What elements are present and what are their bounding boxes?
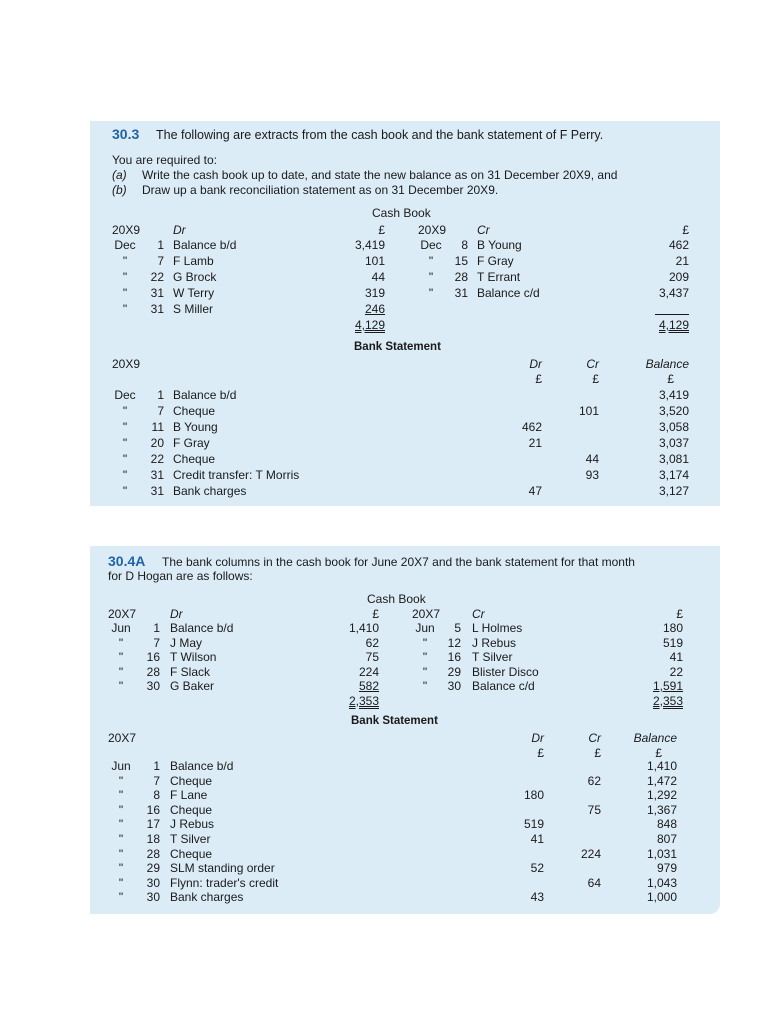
cash-book-dr-pound: £ bbox=[372, 607, 379, 621]
bank-row-dr: 47 bbox=[528, 484, 542, 498]
bank-row-month: " bbox=[118, 788, 124, 803]
bank-row-desc: Cheque bbox=[170, 846, 213, 861]
cash-book-dr-day: 28 bbox=[146, 664, 160, 679]
cash-book-cr-amount: 519 bbox=[662, 635, 683, 650]
cash-book-year-dr: 20X7 bbox=[108, 607, 137, 621]
cash-book-dr-desc: G Brock bbox=[173, 270, 217, 284]
cash-book-dr-amount: 3,419 bbox=[354, 238, 385, 252]
bank-row-dr: 52 bbox=[530, 861, 544, 876]
cash-book-dr-desc: Balance b/d bbox=[173, 238, 237, 252]
cash-book-dr-month: " bbox=[122, 302, 128, 316]
cash-book-cr-amount: 180 bbox=[662, 621, 683, 635]
bank-row-month: Dec bbox=[114, 388, 136, 402]
cash-book-dr-amount: 1,410 bbox=[348, 621, 379, 635]
bank-row-balance: 3,419 bbox=[658, 388, 689, 402]
bank-statement-title: Bank Statement bbox=[354, 341, 441, 353]
bank-statement-year: 20X7 bbox=[108, 731, 137, 745]
cash-book-cr-amount: 41 bbox=[669, 650, 683, 664]
exercise-intro-line1: The bank columns in the cash book for June 20X7 and the bank statement for that month bbox=[162, 555, 635, 569]
cash-book-cr-heading: Cr bbox=[477, 223, 490, 237]
bank-cr-pound: £ bbox=[592, 372, 599, 386]
bank-row-cr: 44 bbox=[585, 452, 599, 466]
bank-row-dr: 462 bbox=[521, 420, 542, 434]
task-b-label: (b) bbox=[112, 183, 127, 197]
cash-book-dr-desc: F Slack bbox=[170, 664, 211, 679]
bank-row-month: " bbox=[118, 773, 124, 788]
cash-book-dr-month: " bbox=[118, 664, 124, 679]
bank-balance-heading: Balance bbox=[633, 731, 677, 745]
bank-dr-pound: £ bbox=[535, 372, 542, 386]
bank-row-balance: 3,058 bbox=[658, 420, 689, 434]
bank-row-day: 31 bbox=[150, 484, 164, 498]
bank-row-balance: 1,000 bbox=[646, 890, 677, 905]
cash-book-dr-desc: G Baker bbox=[170, 679, 215, 693]
cash-book-cr-amount: 3,437 bbox=[658, 286, 689, 300]
bank-row-desc: F Lane bbox=[170, 788, 208, 803]
cash-book-cr-amount: 462 bbox=[668, 238, 689, 252]
bank-row-balance: 807 bbox=[656, 832, 677, 846]
cash-book-cr-month: " bbox=[422, 650, 428, 664]
cash-book-dr-amount: 224 bbox=[358, 664, 379, 679]
cash-book-cr-day: 8 bbox=[461, 238, 468, 252]
cash-book-cr-month: " bbox=[428, 270, 434, 284]
bank-row-dr: 180 bbox=[523, 788, 544, 803]
bank-row-month: " bbox=[118, 890, 124, 905]
cash-book-dr-desc: T Wilson bbox=[170, 650, 217, 664]
cash-book-cr-month: Dec bbox=[420, 238, 442, 252]
bank-cr-heading: Cr bbox=[586, 357, 599, 371]
exercise-30-3-panel bbox=[90, 121, 720, 506]
bank-row-balance: 979 bbox=[656, 861, 677, 876]
required-heading: You are required to: bbox=[112, 153, 217, 167]
cash-book-dr-month: " bbox=[122, 286, 128, 300]
cash-book-cr-day: 31 bbox=[454, 286, 468, 300]
cash-book-cr-month: " bbox=[422, 664, 428, 679]
bank-row-balance: 3,174 bbox=[658, 468, 689, 482]
cash-book-year-cr: 20X9 bbox=[418, 223, 447, 237]
cash-book-dr-day: 31 bbox=[150, 286, 164, 300]
bank-dr-heading: Dr bbox=[529, 357, 542, 371]
bank-cr-heading: Cr bbox=[588, 731, 601, 745]
bank-row-day: 16 bbox=[146, 802, 160, 817]
cash-book-dr-day: 1 bbox=[153, 621, 160, 635]
bank-row-dr: 519 bbox=[523, 817, 544, 832]
bank-row-desc: Cheque bbox=[170, 773, 213, 788]
bank-row-month: " bbox=[122, 404, 128, 418]
cash-book-dr-month: " bbox=[122, 254, 128, 268]
bank-row-day: 11 bbox=[151, 420, 164, 434]
cash-book-cr-day: 5 bbox=[454, 621, 461, 635]
bank-row-balance: 3,520 bbox=[658, 404, 689, 418]
cash-book-year-cr: 20X7 bbox=[412, 607, 441, 621]
bank-row-desc: Balance b/d bbox=[170, 759, 234, 773]
cash-book-cr-day: 29 bbox=[447, 664, 461, 679]
bank-row-day: 30 bbox=[146, 890, 160, 905]
bank-row-desc: J Rebus bbox=[170, 817, 215, 832]
cash-book-cr-amount: 22 bbox=[669, 664, 683, 679]
cash-book-dr-desc: J May bbox=[170, 635, 203, 650]
bank-row-cr: 93 bbox=[585, 468, 599, 482]
cash-book-cr-desc: Balance c/d bbox=[477, 286, 540, 300]
cash-book-dr-day: 1 bbox=[157, 238, 164, 252]
cash-book-cr-amount: 21 bbox=[675, 254, 689, 268]
bank-row-cr: 224 bbox=[580, 846, 601, 861]
bank-row-month: " bbox=[118, 861, 124, 876]
bank-row-day: 30 bbox=[146, 875, 160, 890]
cash-book-dr-month: Dec bbox=[114, 238, 136, 252]
task-a-label: (a) bbox=[112, 168, 127, 182]
bank-row-day: 29 bbox=[146, 861, 160, 876]
bank-row-desc: Cheque bbox=[173, 404, 216, 418]
cash-book-dr-day: 7 bbox=[153, 635, 160, 650]
cash-book-cr-amount: 1,591 bbox=[652, 679, 683, 693]
cash-book-dr-desc: F Lamb bbox=[173, 254, 214, 268]
cash-book-cr-month: Jun bbox=[415, 621, 435, 635]
cash-book-dr-day: 31 bbox=[150, 302, 164, 316]
bank-row-balance: 1,472 bbox=[646, 773, 677, 788]
bank-row-day: 18 bbox=[146, 832, 160, 846]
cash-book-cr-pound: £ bbox=[682, 223, 689, 237]
cash-book-dr-day: 7 bbox=[157, 254, 164, 268]
bank-row-balance: 3,127 bbox=[658, 484, 689, 498]
cash-book-cr-desc: T Errant bbox=[477, 270, 521, 284]
cash-book-year-dr: 20X9 bbox=[112, 223, 141, 237]
cash-book-dr-pound: £ bbox=[378, 223, 385, 237]
bank-row-month: " bbox=[118, 817, 124, 832]
cash-book-cr-month: " bbox=[422, 635, 428, 650]
bank-row-balance: 1,043 bbox=[646, 875, 677, 890]
bank-row-balance: 1,292 bbox=[646, 788, 677, 803]
bank-row-month: " bbox=[122, 452, 128, 466]
bank-row-desc: B Young bbox=[173, 420, 218, 434]
bank-row-cr: 101 bbox=[578, 404, 599, 418]
cash-book-dr-total: 4,129 bbox=[354, 318, 385, 332]
cash-book-cr-heading: Cr bbox=[472, 607, 485, 621]
bank-row-day: 7 bbox=[153, 773, 160, 788]
bank-row-day: 7 bbox=[157, 404, 164, 418]
cash-book-cr-desc: F Gray bbox=[477, 254, 514, 268]
bank-row-day: 17 bbox=[146, 817, 160, 832]
cash-book-cr-rule bbox=[655, 314, 689, 315]
cash-book-cr-day: 30 bbox=[447, 679, 461, 693]
cash-book-dr-day: 30 bbox=[146, 679, 160, 693]
task-a: Write the cash book up to date, and state the new balance as on 31 December 20X9, and bbox=[142, 168, 618, 182]
bank-row-balance: 3,081 bbox=[658, 452, 689, 466]
bank-row-month: Jun bbox=[111, 759, 131, 773]
cash-book-cr-desc: J Rebus bbox=[472, 635, 517, 650]
bank-row-day: 1 bbox=[157, 388, 164, 402]
cash-book-dr-amount: 44 bbox=[371, 270, 385, 284]
bank-row-dr: 21 bbox=[528, 436, 542, 450]
bank-balance-heading: Balance bbox=[645, 357, 689, 371]
cash-book-cr-total: 4,129 bbox=[658, 318, 689, 332]
bank-row-desc: SLM standing order bbox=[170, 861, 275, 876]
bank-row-desc: Cheque bbox=[170, 802, 213, 817]
bank-balance-pound: £ bbox=[655, 746, 662, 760]
cash-book-cr-day: 15 bbox=[454, 254, 468, 268]
exercise-intro-line2: for D Hogan are as follows: bbox=[108, 569, 253, 583]
bank-row-month: " bbox=[122, 436, 128, 450]
cash-book-dr-amount: 75 bbox=[365, 650, 379, 664]
bank-row-dr: 43 bbox=[530, 890, 544, 905]
cash-book-cr-total: 2,353 bbox=[652, 693, 683, 708]
cash-book-cr-day: 16 bbox=[447, 650, 461, 664]
cash-book-dr-month: " bbox=[122, 270, 128, 284]
bank-row-balance: 1,031 bbox=[646, 846, 677, 861]
bank-row-cr: 75 bbox=[587, 802, 601, 817]
bank-row-desc: Bank charges bbox=[173, 484, 247, 498]
bank-row-month: " bbox=[118, 846, 124, 861]
bank-row-dr: 41 bbox=[530, 832, 544, 846]
cash-book-dr-day: 22 bbox=[150, 270, 164, 284]
cash-book-cr-day: 28 bbox=[454, 270, 468, 284]
cash-book-dr-desc: W Terry bbox=[173, 286, 215, 300]
cash-book-cr-desc: Blister Disco bbox=[472, 664, 539, 679]
bank-row-day: 31 bbox=[150, 468, 164, 482]
bank-row-desc: Cheque bbox=[173, 452, 216, 466]
bank-row-balance: 848 bbox=[656, 817, 677, 832]
bank-row-day: 28 bbox=[146, 846, 160, 861]
cash-book-cr-month: " bbox=[422, 679, 428, 693]
bank-row-desc: Credit transfer: T Morris bbox=[173, 468, 300, 482]
cash-book-dr-heading: Dr bbox=[173, 223, 186, 237]
cash-book-cr-amount: 209 bbox=[668, 270, 689, 284]
bank-row-desc: Balance b/d bbox=[173, 388, 237, 402]
bank-row-month: " bbox=[118, 832, 124, 846]
cash-book-dr-desc: Balance b/d bbox=[170, 621, 234, 635]
cash-book-cr-desc: L Holmes bbox=[472, 621, 523, 635]
bank-cr-pound: £ bbox=[594, 746, 601, 760]
exercise-number: 30.3 bbox=[112, 126, 140, 142]
bank-row-desc: T Silver bbox=[170, 832, 211, 846]
cash-book-dr-month: Jun bbox=[111, 621, 131, 635]
cash-book-dr-amount: 62 bbox=[365, 635, 379, 650]
cash-book-title: Cash Book bbox=[372, 206, 431, 220]
cash-book-cr-day: 12 bbox=[447, 635, 461, 650]
cash-book-dr-desc: S Miller bbox=[173, 302, 214, 316]
cash-book-cr-desc: T Silver bbox=[472, 650, 513, 664]
cash-book-dr-month: " bbox=[118, 635, 124, 650]
cash-book-dr-amount: 319 bbox=[364, 286, 385, 300]
cash-book-dr-month: " bbox=[118, 650, 124, 664]
bank-row-month: " bbox=[118, 802, 124, 817]
bank-row-balance: 1,367 bbox=[646, 802, 677, 817]
cash-book-dr-total: 2,353 bbox=[348, 693, 379, 708]
bank-row-desc: Flynn: trader's credit bbox=[170, 875, 279, 890]
bank-row-day: 22 bbox=[150, 452, 164, 466]
bank-row-desc: F Gray bbox=[173, 436, 210, 450]
bank-row-desc: Bank charges bbox=[170, 890, 244, 905]
cash-book-dr-heading: Dr bbox=[170, 607, 183, 621]
task-b: Draw up a bank reconciliation statement as on 31 December 20X9. bbox=[142, 183, 499, 197]
bank-row-day: 8 bbox=[153, 788, 160, 803]
exercise-30-4a-panel bbox=[90, 546, 720, 914]
cash-book-cr-desc: Balance c/d bbox=[472, 679, 535, 693]
bank-row-month: " bbox=[122, 468, 128, 482]
bank-row-cr: 62 bbox=[587, 773, 601, 788]
bank-row-balance: 1,410 bbox=[646, 759, 677, 773]
cash-book-cr-month: " bbox=[428, 254, 434, 268]
bank-balance-pound: £ bbox=[667, 372, 674, 386]
bank-dr-heading: Dr bbox=[531, 731, 544, 745]
cash-book-title: Cash Book bbox=[367, 592, 426, 606]
bank-row-day: 20 bbox=[150, 436, 164, 450]
bank-row-month: " bbox=[122, 420, 128, 434]
bank-dr-pound: £ bbox=[537, 746, 544, 760]
exercise-number: 30.4A bbox=[108, 553, 146, 569]
cash-book-dr-amount: 582 bbox=[358, 679, 379, 693]
bank-statement-year: 20X9 bbox=[112, 357, 141, 371]
cash-book-dr-amount: 246 bbox=[364, 302, 385, 316]
bank-row-month: " bbox=[118, 875, 124, 890]
bank-row-balance: 3,037 bbox=[658, 436, 689, 450]
cash-book-dr-month: " bbox=[118, 679, 124, 693]
exercise-intro: The following are extracts from the cash book and the bank statement of F Perry. bbox=[156, 128, 604, 142]
bank-row-day: 1 bbox=[153, 759, 160, 773]
cash-book-cr-pound: £ bbox=[676, 607, 683, 621]
cash-book-cr-desc: B Young bbox=[477, 238, 522, 252]
cash-book-cr-month: " bbox=[428, 286, 434, 300]
bank-row-month: " bbox=[122, 484, 128, 498]
cash-book-dr-amount: 101 bbox=[364, 254, 385, 268]
bank-row-cr: 64 bbox=[587, 875, 601, 890]
cash-book-dr-day: 16 bbox=[146, 650, 160, 664]
bank-statement-title: Bank Statement bbox=[351, 715, 438, 727]
